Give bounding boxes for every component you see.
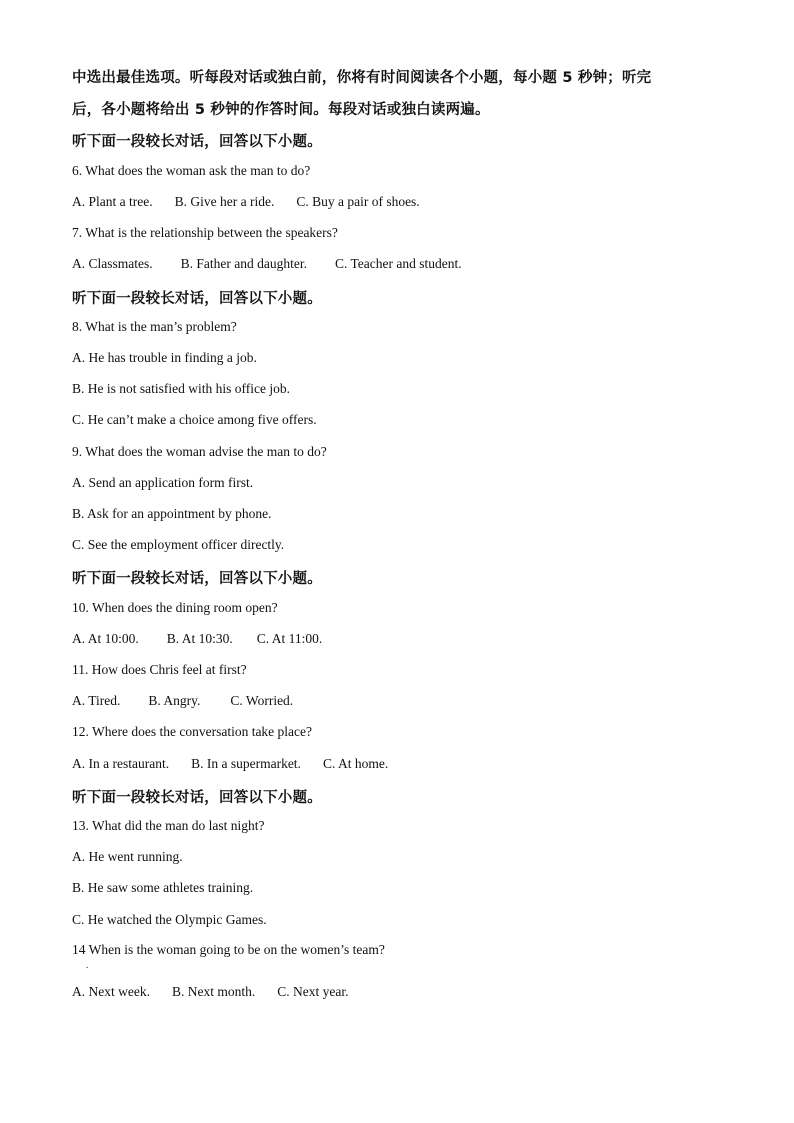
option-a: A. At 10:00. [72,631,139,646]
question-8-option-c: C. He can’t make a choice among five offers. [72,412,317,427]
question-7: 7. What is the relationship between the speakers? [72,225,338,240]
option-c: C. Worried. [230,693,294,708]
question-9-option-a: A. Send an application form first. [72,475,254,490]
option-a: A. Classmates. [72,256,153,271]
question-9-option-c: C. See the employment officer directly. [72,537,285,552]
instructions-line-2: 后，各小题将给出 5 秒钟的作答时间。每段对话或独白读两遍。 [72,102,490,118]
option-c: C. Teacher and student. [334,256,462,271]
question-13: 13. What did the man do last night? [72,818,265,833]
option-c: C. At home. [322,756,389,771]
option-b: B. At 10:30. [166,631,233,646]
option-a: A. Tired. [72,693,121,708]
question-14-options [72,984,348,1000]
section-heading: 听下面一段较长对话，回答以下小题。 [72,571,322,587]
section-heading: 听下面一段较长对话，回答以下小题。 [72,134,322,150]
question-13-option-b: B. He saw some athletes training. [72,880,254,895]
instructions-line-1: 中选出最佳选项。听每段对话或独白前，你将有时间阅读各个小题，每小题 5 秒钟；听完 [72,70,652,86]
question-9-option-b: B. Ask for an appointment by phone. [72,506,272,521]
question-11-options [72,693,293,709]
option-b: B. Angry. [148,693,201,708]
question-10: 10. When does the dining room open? [72,600,278,615]
question-13-option-a: A. He went running. [72,849,183,864]
option-a: A. Next week. [72,984,150,999]
question-12-options [72,756,388,772]
option-c: C. At 11:00. [256,631,323,646]
question-11: 11. How does Chris feel at first? [72,662,247,677]
option-b: B. Next month. [171,984,256,999]
option-b: B. Father and daughter. [180,256,307,271]
question-12: 12. Where does the conversation take place? [72,724,313,739]
question-14: 14 When is the woman going to be on the women’s team? [72,942,385,957]
question-13-option-c: C. He watched the Olympic Games. [72,912,267,927]
section-heading: 听下面一段较长对话，回答以下小题。 [72,291,322,307]
question-9: 9. What does the woman advise the man to do? [72,444,327,459]
option-b: B. In a supermarket. [191,756,301,771]
option-b: B. Give her a ride. [174,194,275,209]
option-c: C. Next year. [277,984,349,999]
question-8-option-b: B. He is not satisfied with his office job. [72,381,290,396]
stray-dot: . [86,960,89,970]
option-a: A. Plant a tree. [72,194,153,209]
option-a: A. In a restaurant. [72,756,170,771]
question-6: 6. What does the woman ask the man to do? [72,163,311,178]
option-c: C. Buy a pair of shoes. [296,194,420,209]
question-6-options [72,194,420,210]
section-heading: 听下面一段较长对话，回答以下小题。 [72,790,322,806]
question-8-option-a: A. He has trouble in finding a job. [72,350,257,365]
question-7-options [72,256,462,272]
question-8: 8. What is the man’s problem? [72,319,237,334]
question-10-options [72,631,322,647]
